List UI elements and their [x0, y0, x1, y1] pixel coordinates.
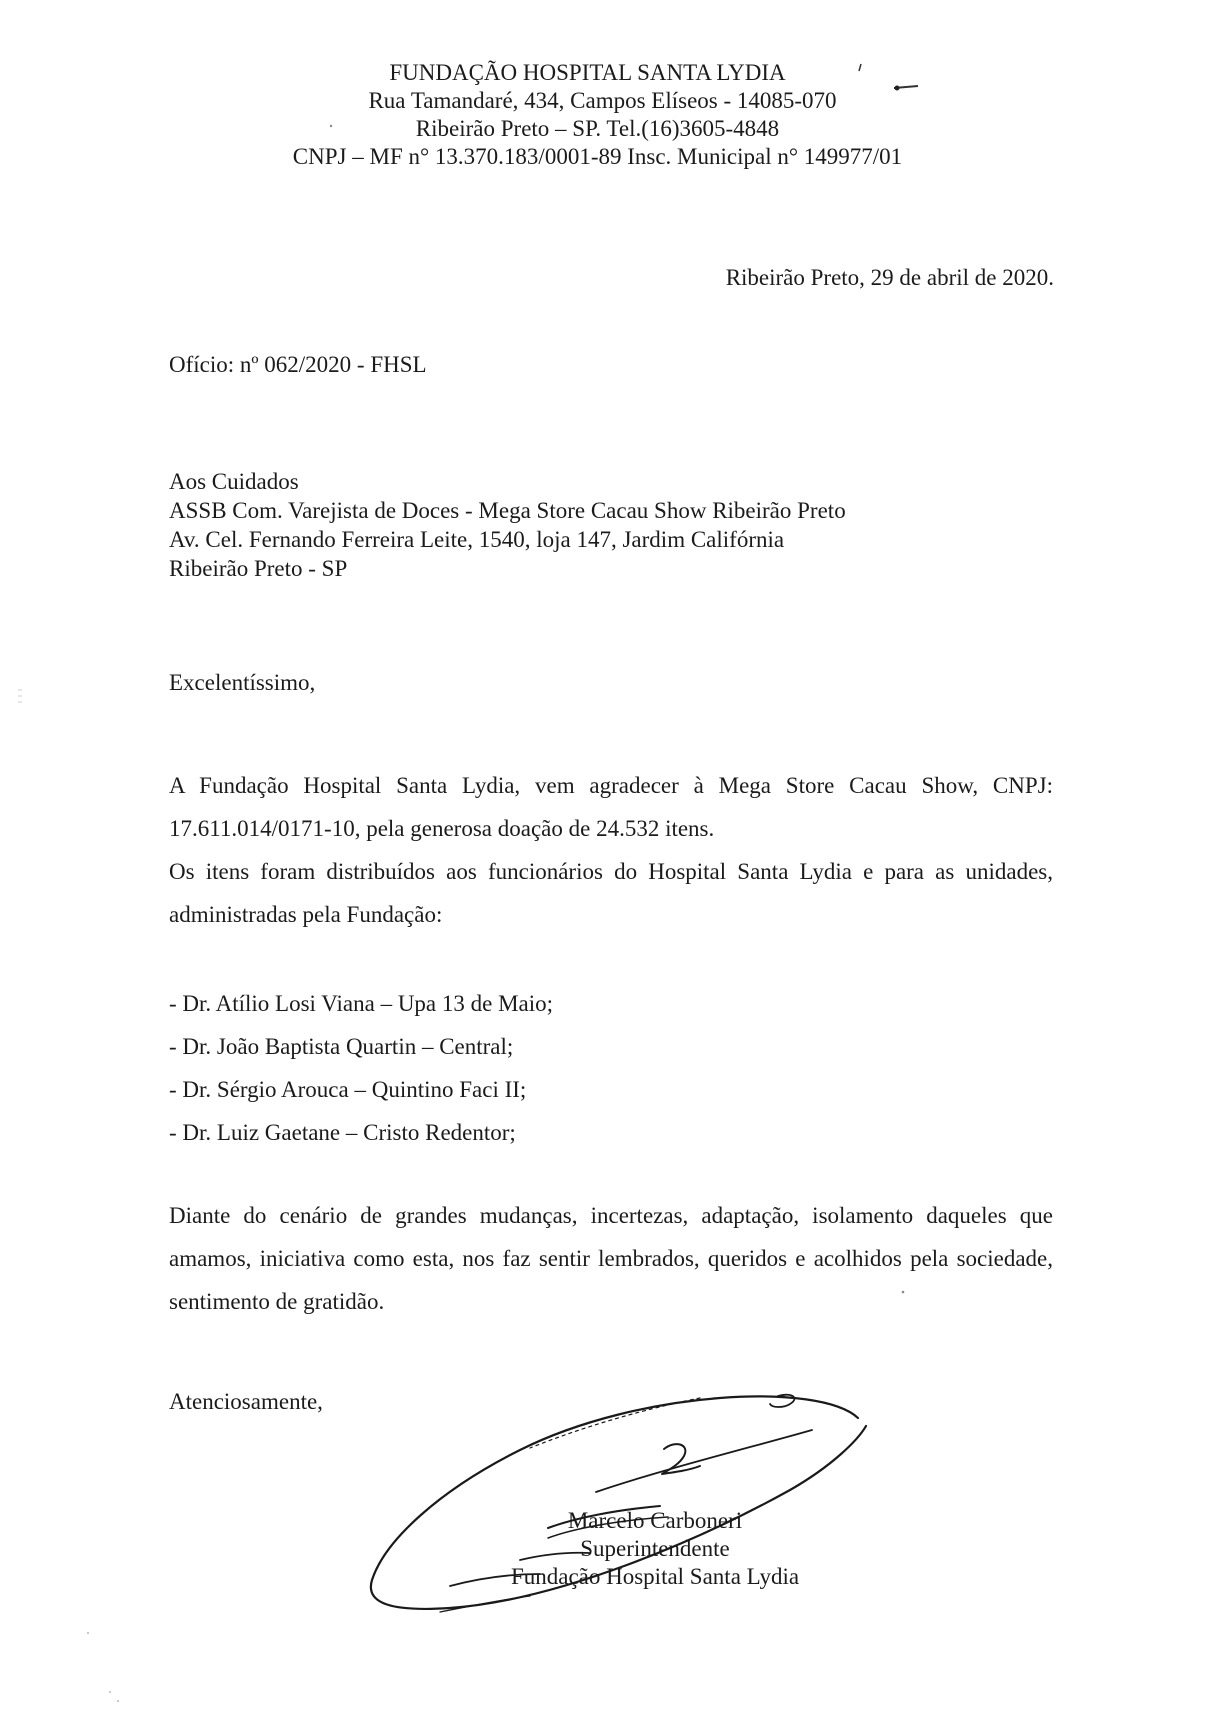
recipient-line: ASSB Com. Varejista de Doces - Mega Store Cacau Show Ribeirão Preto — [169, 498, 846, 523]
paragraph-distribution: Os itens foram distribuídos aos funcionários do Hospital Santa Lydia e para as unidades, administradas pela Fundação: — [169, 859, 1053, 927]
recipient-line: Av. Cel. Fernando Ferreira Leite, 1540, loja 147, Jardim Califórnia — [169, 527, 785, 552]
signatory-title: Superintendente — [580, 1536, 730, 1561]
body-paragraphs — [169, 764, 1053, 936]
recipient-line: Ribeirão Preto - SP — [169, 556, 348, 581]
oficio-number: Ofício: nº 062/2020 - FHSL — [169, 352, 427, 377]
list-item: - Dr. Sérgio Arouca – Quintino Faci II; — [169, 1077, 527, 1102]
list-item: - Dr. Luiz Gaetane – Cristo Redentor; — [169, 1120, 516, 1145]
date-line: Ribeirão Preto, 29 de abril de 2020. — [725, 265, 1054, 290]
recipient-line: Aos Cuidados — [169, 469, 299, 494]
paragraph-thanks: A Fundação Hospital Santa Lydia, vem agradecer à Mega Store Cacau Show, CNPJ: 17.611.014/0171-10, pela generosa doação de 24.532 itens. — [169, 773, 1053, 841]
greeting: Excelentíssimo, — [169, 670, 316, 695]
signature-block — [455, 1507, 855, 1591]
list-item: - Dr. João Baptista Quartin – Central; — [169, 1034, 514, 1059]
letterhead — [0, 59, 1205, 171]
paragraph-gratitude: Diante do cenário de grandes mudanças, incertezas, adaptação, isolamento daqueles que amamos, iniciativa como esta, nos faz sentir lembrados, queridos e acolhidos pela sociedade, sentimento de gratidão. — [169, 1203, 1053, 1314]
recipient-block — [169, 467, 846, 583]
signatory-organization: Fundação Hospital Santa Lydia — [510, 1564, 800, 1589]
list-item: - Dr. Atílio Losi Viana – Upa 13 de Maio; — [169, 991, 554, 1016]
org-city-phone: Ribeirão Preto – SP. Tel.(16)3605-4848 — [415, 116, 780, 141]
org-name: FUNDAÇÃO HOSPITAL SANTA LYDIA — [389, 60, 786, 85]
closing: Atenciosamente, — [169, 1389, 323, 1414]
org-registration: CNPJ – MF n° 13.370.183/0001-89 Insc. Municipal n° 149977/01 — [292, 144, 903, 169]
units-list — [169, 982, 553, 1154]
signatory-name: Marcelo Carboneri — [567, 1508, 743, 1533]
org-address: Rua Tamandaré, 434, Campos Elíseos - 14085-070 — [368, 88, 837, 113]
